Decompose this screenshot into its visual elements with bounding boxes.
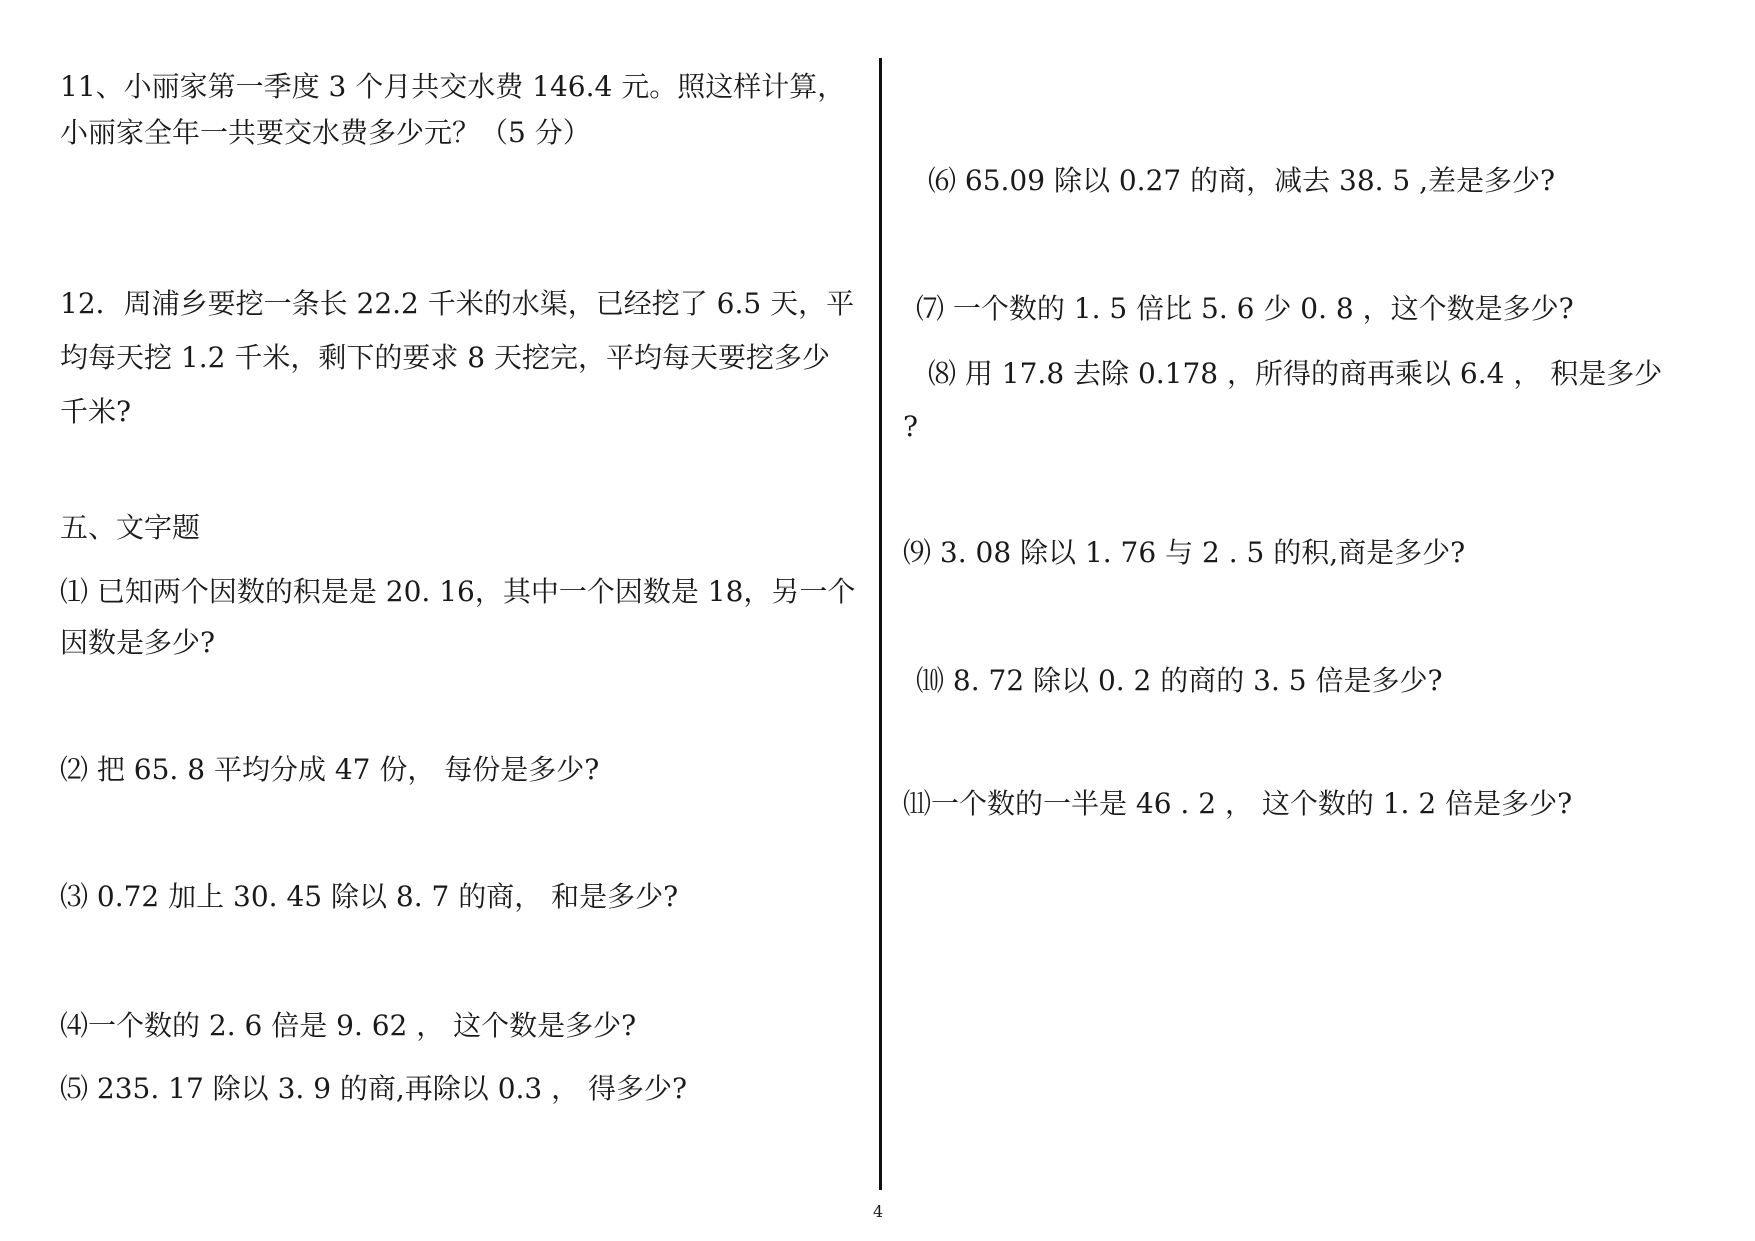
problem-9: ⑼ 3. 08 除以 1. 76 与 2 . 5 的积,商是多少?	[903, 536, 1466, 569]
problem-7: ⑺ 一个数的 1. 5 倍比 5. 6 少 0. 8 ，这个数是多少?	[916, 292, 1574, 325]
problem-3: ⑶ 0.72 加上 30. 45 除以 8. 7 的商， 和是多少?	[60, 880, 679, 913]
page-number: 4	[873, 1202, 884, 1221]
q11-text-line2: 小丽家全年一共要交水费多少元？（5 分）	[60, 116, 591, 149]
q12-text-line1: 12．周浦乡要挖一条长 22.2 千米的水渠，已经挖了 6.5 天，平	[60, 287, 855, 320]
problem-10: ⑽ 8. 72 除以 0. 2 的商的 3. 5 倍是多少?	[916, 664, 1443, 697]
q11-text-line1: 11、小丽家第一季度 3 个月共交水费 146.4 元。照这样计算，	[60, 70, 846, 103]
problem-4: ⑷一个数的 2. 6 倍是 9. 62 ， 这个数是多少?	[60, 1009, 637, 1042]
section-title: 五、文字题	[60, 511, 201, 544]
problem-1-line2: 因数是多少?	[60, 626, 216, 659]
problem-1-line1: ⑴ 已知两个因数的积是是 20. 16，其中一个因数是 18，另一个	[60, 575, 856, 608]
problem-6: ⑹ 65.09 除以 0.27 的商，减去 38. 5 ,差是多少?	[928, 164, 1556, 197]
problem-8-line1: ⑻ 用 17.8 去除 0.178 ，所得的商再乘以 6.4 ， 积是多少	[928, 357, 1663, 390]
problem-8-line2: ?	[903, 410, 919, 443]
q12-text-line2: 均每天挖 1.2 千米，剩下的要求 8 天挖完，平均每天要挖多少	[60, 341, 830, 374]
problem-2: ⑵ 把 65. 8 平均分成 47 份， 每份是多少?	[60, 753, 600, 786]
problem-11: ⑾一个数的一半是 46 . 2 ， 这个数的 1. 2 倍是多少?	[903, 787, 1573, 820]
q12-text-line3: 千米?	[60, 395, 132, 428]
problem-5: ⑸ 235. 17 除以 3. 9 的商,再除以 0.3 ， 得多少?	[60, 1072, 688, 1105]
column-divider	[879, 58, 882, 1190]
